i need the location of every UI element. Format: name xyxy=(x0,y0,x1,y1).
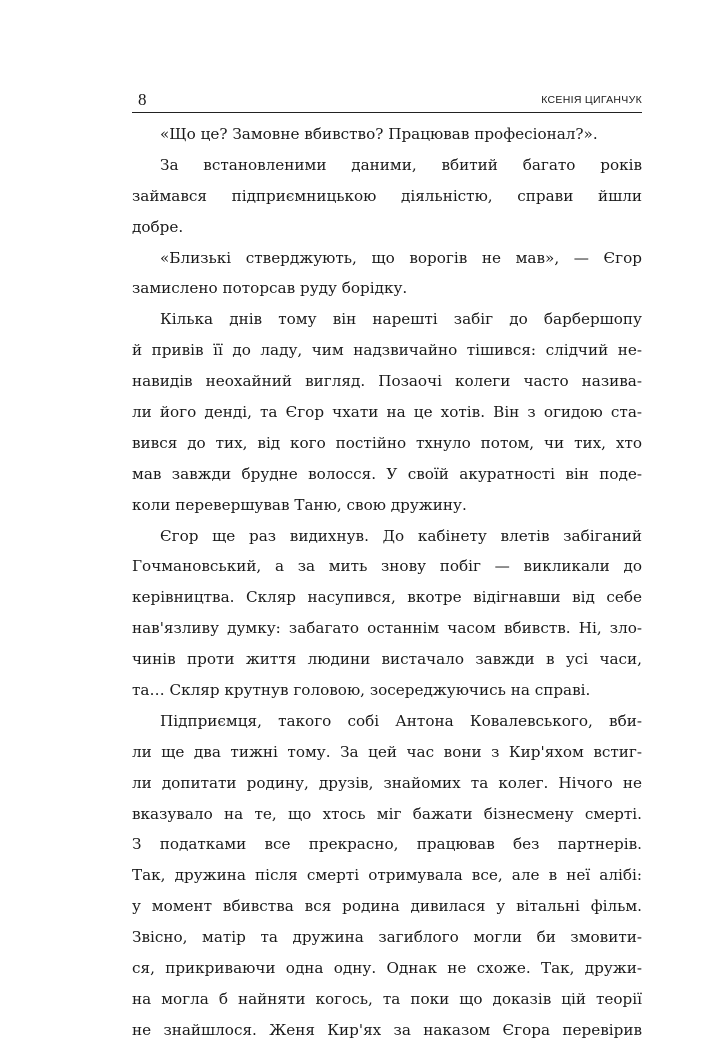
text-line: мав завжди брудне волосся. У своїй акуратності він поде- xyxy=(132,464,642,483)
text-line: Підприємця, такого собі Антона Ковалевського, вби- xyxy=(160,711,642,730)
text-line: коли перевершував Таню, свою дружину. xyxy=(132,495,467,514)
text-line: нав'язливу думку: забагато останнім часом вбивств. Ні, зло- xyxy=(132,619,642,638)
text-line: й привів її до ладу, чим надзвичайно тішився: слідчий не- xyxy=(132,341,642,360)
text-line: чинів проти життя людини вистачало завжди в усі часи, xyxy=(132,650,642,669)
running-head-author: КСЕНІЯ ЦИГАНЧУК xyxy=(541,94,642,106)
text-line: ся, прикриваючи одна одну. Однак не схоже. Так, дружи- xyxy=(132,959,642,978)
text-line: ли допитати родину, друзів, знайомих та колег. Нічого не xyxy=(132,773,642,792)
text-line: не знайшлося. Женя Кир'ях за наказом Єгора перевірив xyxy=(132,1020,642,1039)
text-line: З податками все прекрасно, працював без партнерів. xyxy=(132,835,642,854)
text-line: Кілька днів тому він нарешті забіг до барбершопу xyxy=(160,310,642,329)
text-line: у момент вбивства вся родина дивилася у вітальні фільм. xyxy=(132,897,642,916)
text-line: «Що це? Замовне вбивство? Працював професіонал?». xyxy=(160,125,598,143)
text-line: керівництва. Скляр насупився, вкотре відігнавши від себе xyxy=(132,588,642,607)
text-line: ли ще два тижні тому. За цей час вони з Кир'яхом встиг- xyxy=(132,742,642,761)
text-line: навидів неохайний вигляд. Позаочі колеги часто назива- xyxy=(132,372,642,391)
text-line: займався підприємницькою діяльністю, справи йшли xyxy=(132,186,642,205)
text-line: та… Скляр крутнув головою, зосереджуючись на справі. xyxy=(132,681,591,700)
text-line: вився до тих, від кого постійно тхнуло потом, чи тих, хто xyxy=(132,433,642,452)
page-number: 8 xyxy=(138,90,147,109)
body-text xyxy=(132,119,642,1046)
text-line: За встановленими даними, вбитий багато років xyxy=(160,155,642,174)
text-line: «Близькі стверджують, що ворогів не мав», — Єгор xyxy=(160,248,642,267)
text-line: добре. xyxy=(132,217,184,236)
page-header xyxy=(132,84,642,113)
text-line: замислено потоpсав руду борідку. xyxy=(132,279,408,298)
text-line: ли його денді, та Єгор чхати на це хотів. Він з огидою ста- xyxy=(132,403,642,422)
text-line: на могла б найняти когось, та поки що доказів цій теорії xyxy=(132,989,642,1008)
text-line: вказувало на те, що хтось міг бажати бізнесмену смерті. xyxy=(132,804,642,823)
text-line: Звісно, матір та дружина загиблого могли би змовити- xyxy=(132,928,642,947)
text-line: Єгор ще раз видихнув. До кабінету влетів забіганий xyxy=(160,526,642,545)
text-line: Гочмановський, а за мить знову побіг — викликали до xyxy=(132,557,642,576)
book-page xyxy=(132,84,642,1046)
text-line: Так, дружина після смерті отримувала все, але в неї алібі: xyxy=(132,866,642,885)
